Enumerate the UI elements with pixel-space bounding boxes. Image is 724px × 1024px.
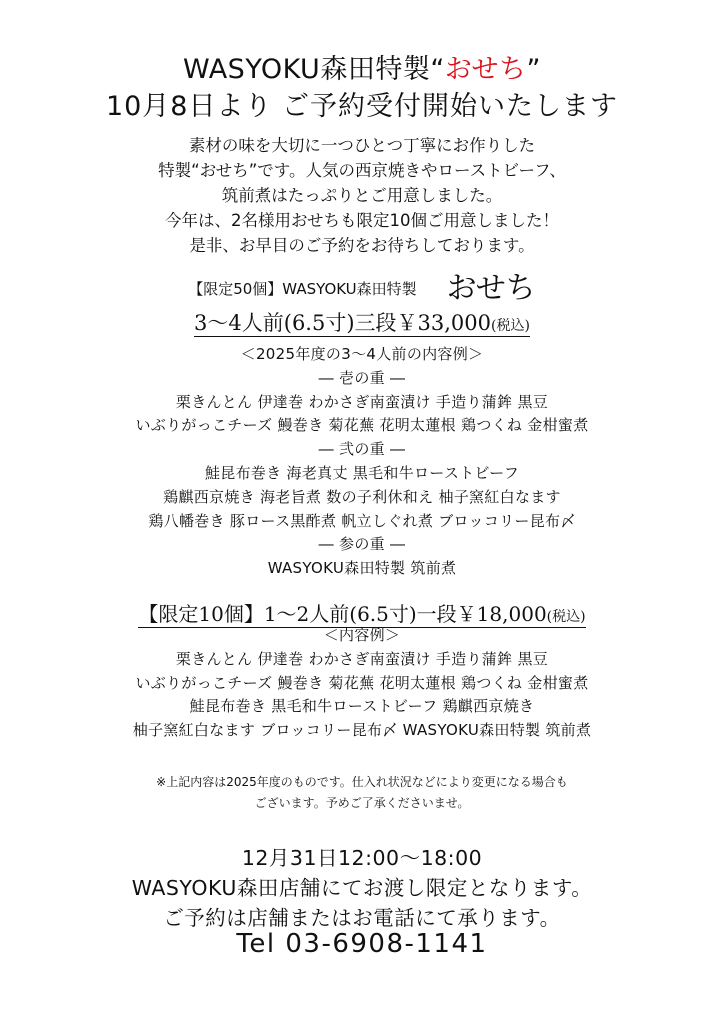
reservation-start: 10月8日より ご予約受付開始いたします — [105, 91, 619, 122]
menu-line: WASYOKU森田特製 筑前煮 — [267, 559, 457, 578]
menu-line: いぶりがっこチーズ 鰻巻き 菊花蕪 花明太蓮根 鶏つくね 金柑蜜煮 — [135, 673, 589, 692]
course1-heading-text: 【限定50個】WASYOKU森田特製 — [188, 280, 417, 298]
intro-line: 筑前煮はたっぷりとご用意しました。 — [221, 186, 503, 205]
intro-text — [0, 133, 724, 258]
menu-line: 栗きんとん 伊達巻 わかさぎ南蛮漬け 手造り蒲鉾 黒豆 — [175, 392, 549, 411]
intro-line: 是非、お早目のご予約をお待ちしております。 — [189, 236, 535, 255]
course2-tax: (税込) — [546, 609, 586, 625]
phone-number: Tel 03-6908-1141 — [236, 929, 488, 959]
note-line: ございます。予めご了承くださいませ。 — [254, 796, 470, 810]
course2-price — [0, 598, 724, 627]
menu-line: ― 参の重 ― — [318, 535, 406, 554]
intro-line: 特製“おせち”です。人気の西京焼きやローストビーフ、 — [158, 161, 566, 180]
course1-heading — [0, 263, 724, 307]
note-line: ※上記内容は2025年度のものです。仕入れ状況などにより変更になる場合も — [156, 775, 568, 789]
disclaimer-note — [0, 772, 724, 814]
menu-line: ― 壱の重 ― — [318, 368, 406, 387]
pickup-info — [0, 843, 724, 933]
course1-price — [0, 307, 724, 337]
pickup-date: 12月31日12:00～18:00 — [241, 846, 483, 870]
menu-line: 鮭昆布巻き 黒毛和牛ローストビーフ 鶏麒西京焼き — [189, 697, 535, 716]
menu-line: ― 弐の重 ― — [318, 440, 406, 459]
intro-line: 素材の味を大切に一つひとつ丁寧にお作りした — [188, 136, 536, 155]
menu-line: 鮭昆布巻き 海老真丈 黒毛和牛ローストビーフ — [204, 463, 520, 482]
course1-heading-osechi: おせち — [446, 271, 536, 306]
course2-menu — [0, 624, 724, 743]
intro-line: 今年は、2名様用おせちも限定10個ご用意しました！ — [165, 211, 559, 230]
menu-line: 鶏麒西京焼き 海老旨煮 数の子利休和え 柚子窯紅白なます — [163, 487, 561, 506]
menu-line: ＜2025年度の3～4人前の内容例＞ — [240, 345, 484, 363]
course1-price-main — [194, 311, 530, 337]
course1-tax: (税込) — [491, 318, 530, 334]
course1-menu — [0, 343, 724, 581]
title-osechi: おせち — [444, 54, 527, 85]
title-suffix: ” — [526, 54, 542, 85]
menu-line: 鶏八幡巻き 豚ロース黒酢煮 帆立しぐれ煮 ブロッコリー昆布〆 — [148, 511, 576, 530]
menu-line: ＜内容例＞ — [323, 626, 401, 644]
title-prefix: WASYOKU森田特製“ — [182, 54, 445, 85]
menu-line: 柚子窯紅白なます ブロッコリー昆布〆 WASYOKU森田特製 筑前煮 — [132, 721, 592, 740]
reservation-method: ご予約は店舗またはお電話にて承ります。 — [163, 906, 561, 930]
course2-price-text: 【限定10個】1～2人前(6.5寸)一段￥18,000 — [138, 602, 547, 626]
pickup-location: WASYOKU森田店舗にてお渡し限定となります。 — [131, 876, 593, 900]
menu-line: 栗きんとん 伊達巻 わかさぎ南蛮漬け 手造り蒲鉾 黒豆 — [175, 649, 549, 668]
course1-price-text: 3～4人前(6.5寸)三段￥33,000 — [194, 311, 492, 335]
menu-line: いぶりがっこチーズ 鰻巻き 菊花蕪 花明太蓮根 鶏つくね 金柑蜜煮 — [135, 416, 589, 435]
page-title — [0, 47, 724, 86]
